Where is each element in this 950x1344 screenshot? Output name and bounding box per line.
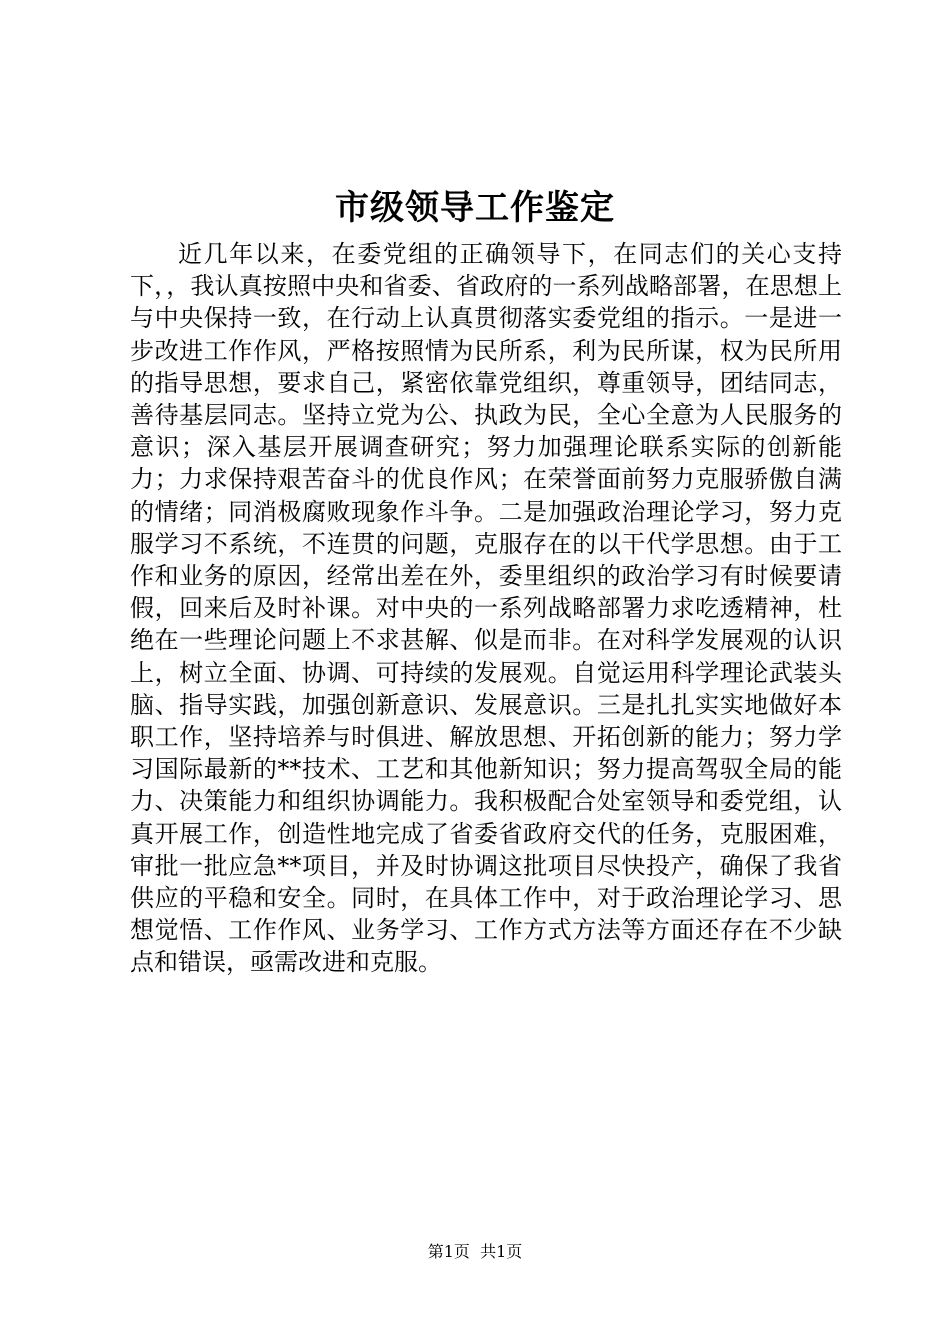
page-footer — [0, 1240, 950, 1264]
page-number-label: 第1页 共1页 — [427, 1242, 523, 1261]
document-body-paragraph: 近几年以来，在委党组的正确领导下，在同志们的关心支持下，，我认真按照中央和省委、省政府的一系列战略部署，在思想上与中央保持一致，在行动上认真贯彻落实委党组的指示。一是进一步改进工作作风，严格按照情为民所系，利为民所谋，权为民所用的指导思想，要求自己，紧密依靠党组织，尊重领导，团结同志，善待基层同志。坚持立党为公、执政为民，全心全意为人民服务的意识；深入基层开展调查研究；努力加强理论联系实际的创新能力；力求保持艰苦奋斗的优良作风；在荣誉面前努力克服骄傲自满的情绪；同消极腐败现象作斗争。二是加强政治理论学习，努力克服学习不系统，不连贯的问题，克服存在的以干代学思想。由于工作和业务的原因，经常出差在外，委里组织的政治学习有时候要请假，回来后及时补课。对中央的一系列战略部署力求吃透精神，杜绝在一些理论问题上不求甚解、似是而非。在对科学发展观的认识上，树立全面、协调、可持续的发展观。自觉运用科学理论武装头脑、指导实践，加强创新意识、发展意识。三是扎扎实实地做好本职工作，坚持培养与时俱进、解放思想、开拓创新的能力；努力学习国际最新的**技术、工艺和其他新知识；努力提高驾驭全局的能力、决策能力和组织协调能力。我积极配合处室领导和委党组，认真开展工作，创造性地完成了省委省政府交代的任务，克服困难，审批一批应急**项目，并及时协调这批项目尽快投产，确保了我省供应的平稳和安全。同时，在具体工作中，对于政治理论学习、思想觉悟、工作作风、业务学习、工作方式方法等方面还存在不少缺点和错误，亟需改进和克服。 — [130, 240, 842, 977]
document-title: 市级领导工作鉴定 — [335, 188, 615, 228]
